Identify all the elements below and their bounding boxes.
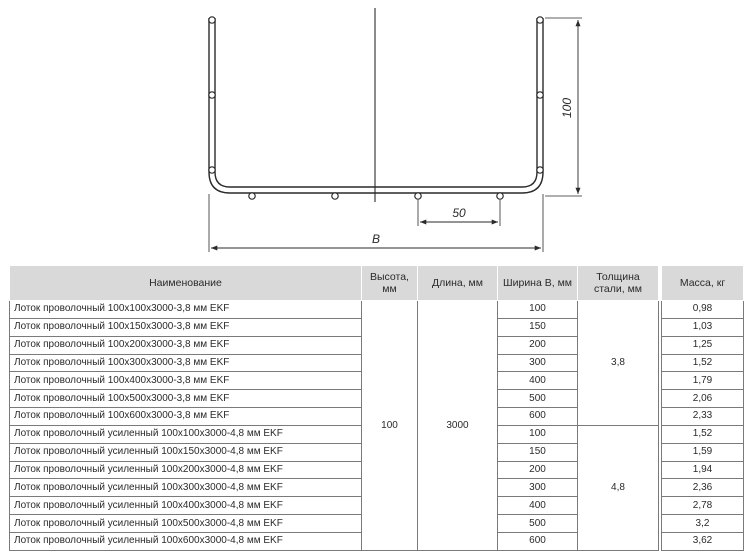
mass-cell: 2,06 bbox=[662, 390, 744, 408]
product-name-cell: Лоток проволочный 100х150х3000-3,8 мм EKF bbox=[10, 318, 362, 336]
product-name-cell: Лоток проволочный усиленный 100х100х3000-4,8 мм EKF bbox=[10, 425, 362, 443]
width-cell: 100 bbox=[498, 301, 578, 319]
tray-cross-section-drawing bbox=[0, 0, 752, 262]
pitch-label: 50 bbox=[452, 206, 466, 220]
width-cell: 500 bbox=[498, 390, 578, 408]
table-row bbox=[10, 301, 744, 319]
mass-cell: 2,33 bbox=[662, 408, 744, 426]
mass-cell: 3,62 bbox=[662, 532, 744, 550]
mass-cell: 1,03 bbox=[662, 318, 744, 336]
product-name-cell: Лоток проволочный усиленный 100х400х3000-4,8 мм EKF bbox=[10, 497, 362, 515]
thickness-cell: 4,8 bbox=[578, 425, 659, 550]
mass-cell: 1,52 bbox=[662, 425, 744, 443]
header-length: Длина, мм bbox=[418, 266, 498, 301]
width-cell: 400 bbox=[498, 372, 578, 390]
width-label: B bbox=[371, 232, 381, 246]
width-cell: 150 bbox=[498, 318, 578, 336]
product-name-cell: Лоток проволочный усиленный 100х200х3000-4,8 мм EKF bbox=[10, 461, 362, 479]
product-name-cell: Лоток проволочный 100х300х3000-3,8 мм EKF bbox=[10, 354, 362, 372]
thickness-cell: 3,8 bbox=[578, 301, 659, 426]
product-name-cell: Лоток проволочный усиленный 100х600х3000-4,8 мм EKF bbox=[10, 532, 362, 550]
mass-cell: 3,2 bbox=[662, 515, 744, 533]
table-header-row bbox=[10, 266, 744, 301]
header-mass: Масса, кг bbox=[662, 266, 744, 301]
length-cell: 3000 bbox=[418, 301, 498, 551]
height-label: 100 bbox=[560, 97, 574, 119]
mass-cell: 1,59 bbox=[662, 443, 744, 461]
tray-right-wall bbox=[372, 18, 543, 193]
width-cell: 300 bbox=[498, 479, 578, 497]
width-cell: 500 bbox=[498, 515, 578, 533]
mass-cell: 2,78 bbox=[662, 497, 744, 515]
mass-cell: 1,25 bbox=[662, 336, 744, 354]
product-name-cell: Лоток проволочный 100х100х3000-3,8 мм EKF bbox=[10, 301, 362, 319]
width-cell: 200 bbox=[498, 461, 578, 479]
mass-cell: 1,79 bbox=[662, 372, 744, 390]
tray-left-wall bbox=[209, 18, 372, 193]
width-cell: 200 bbox=[498, 336, 578, 354]
width-cell: 150 bbox=[498, 443, 578, 461]
product-name-cell: Лоток проволочный 100х500х3000-3,8 мм EKF bbox=[10, 390, 362, 408]
header-name: Наименование bbox=[10, 266, 362, 301]
product-name-cell: Лоток проволочный 100х600х3000-3,8 мм EKF bbox=[10, 408, 362, 426]
product-name-cell: Лоток проволочный усиленный 100х300х3000-4,8 мм EKF bbox=[10, 479, 362, 497]
product-name-cell: Лоток проволочный 100х400х3000-3,8 мм EKF bbox=[10, 372, 362, 390]
width-cell: 600 bbox=[498, 532, 578, 550]
width-cell: 400 bbox=[498, 497, 578, 515]
width-cell: 300 bbox=[498, 354, 578, 372]
specification-table bbox=[9, 265, 744, 551]
header-thickness: Толщина стали, мм bbox=[578, 266, 659, 301]
product-name-cell: Лоток проволочный усиленный 100х500х3000-4,8 мм EKF bbox=[10, 515, 362, 533]
mass-cell: 1,52 bbox=[662, 354, 744, 372]
header-width: Ширина В, мм bbox=[498, 266, 578, 301]
product-name-cell: Лоток проволочный 100х200х3000-3,8 мм EKF bbox=[10, 336, 362, 354]
width-cell: 600 bbox=[498, 408, 578, 426]
product-name-cell: Лоток проволочный усиленный 100х150х3000-4,8 мм EKF bbox=[10, 443, 362, 461]
mass-cell: 2,36 bbox=[662, 479, 744, 497]
width-cell: 100 bbox=[498, 425, 578, 443]
mass-cell: 1,94 bbox=[662, 461, 744, 479]
height-cell: 100 bbox=[362, 301, 418, 551]
header-height: Высота, мм bbox=[362, 266, 418, 301]
mass-cell: 0,98 bbox=[662, 301, 744, 319]
